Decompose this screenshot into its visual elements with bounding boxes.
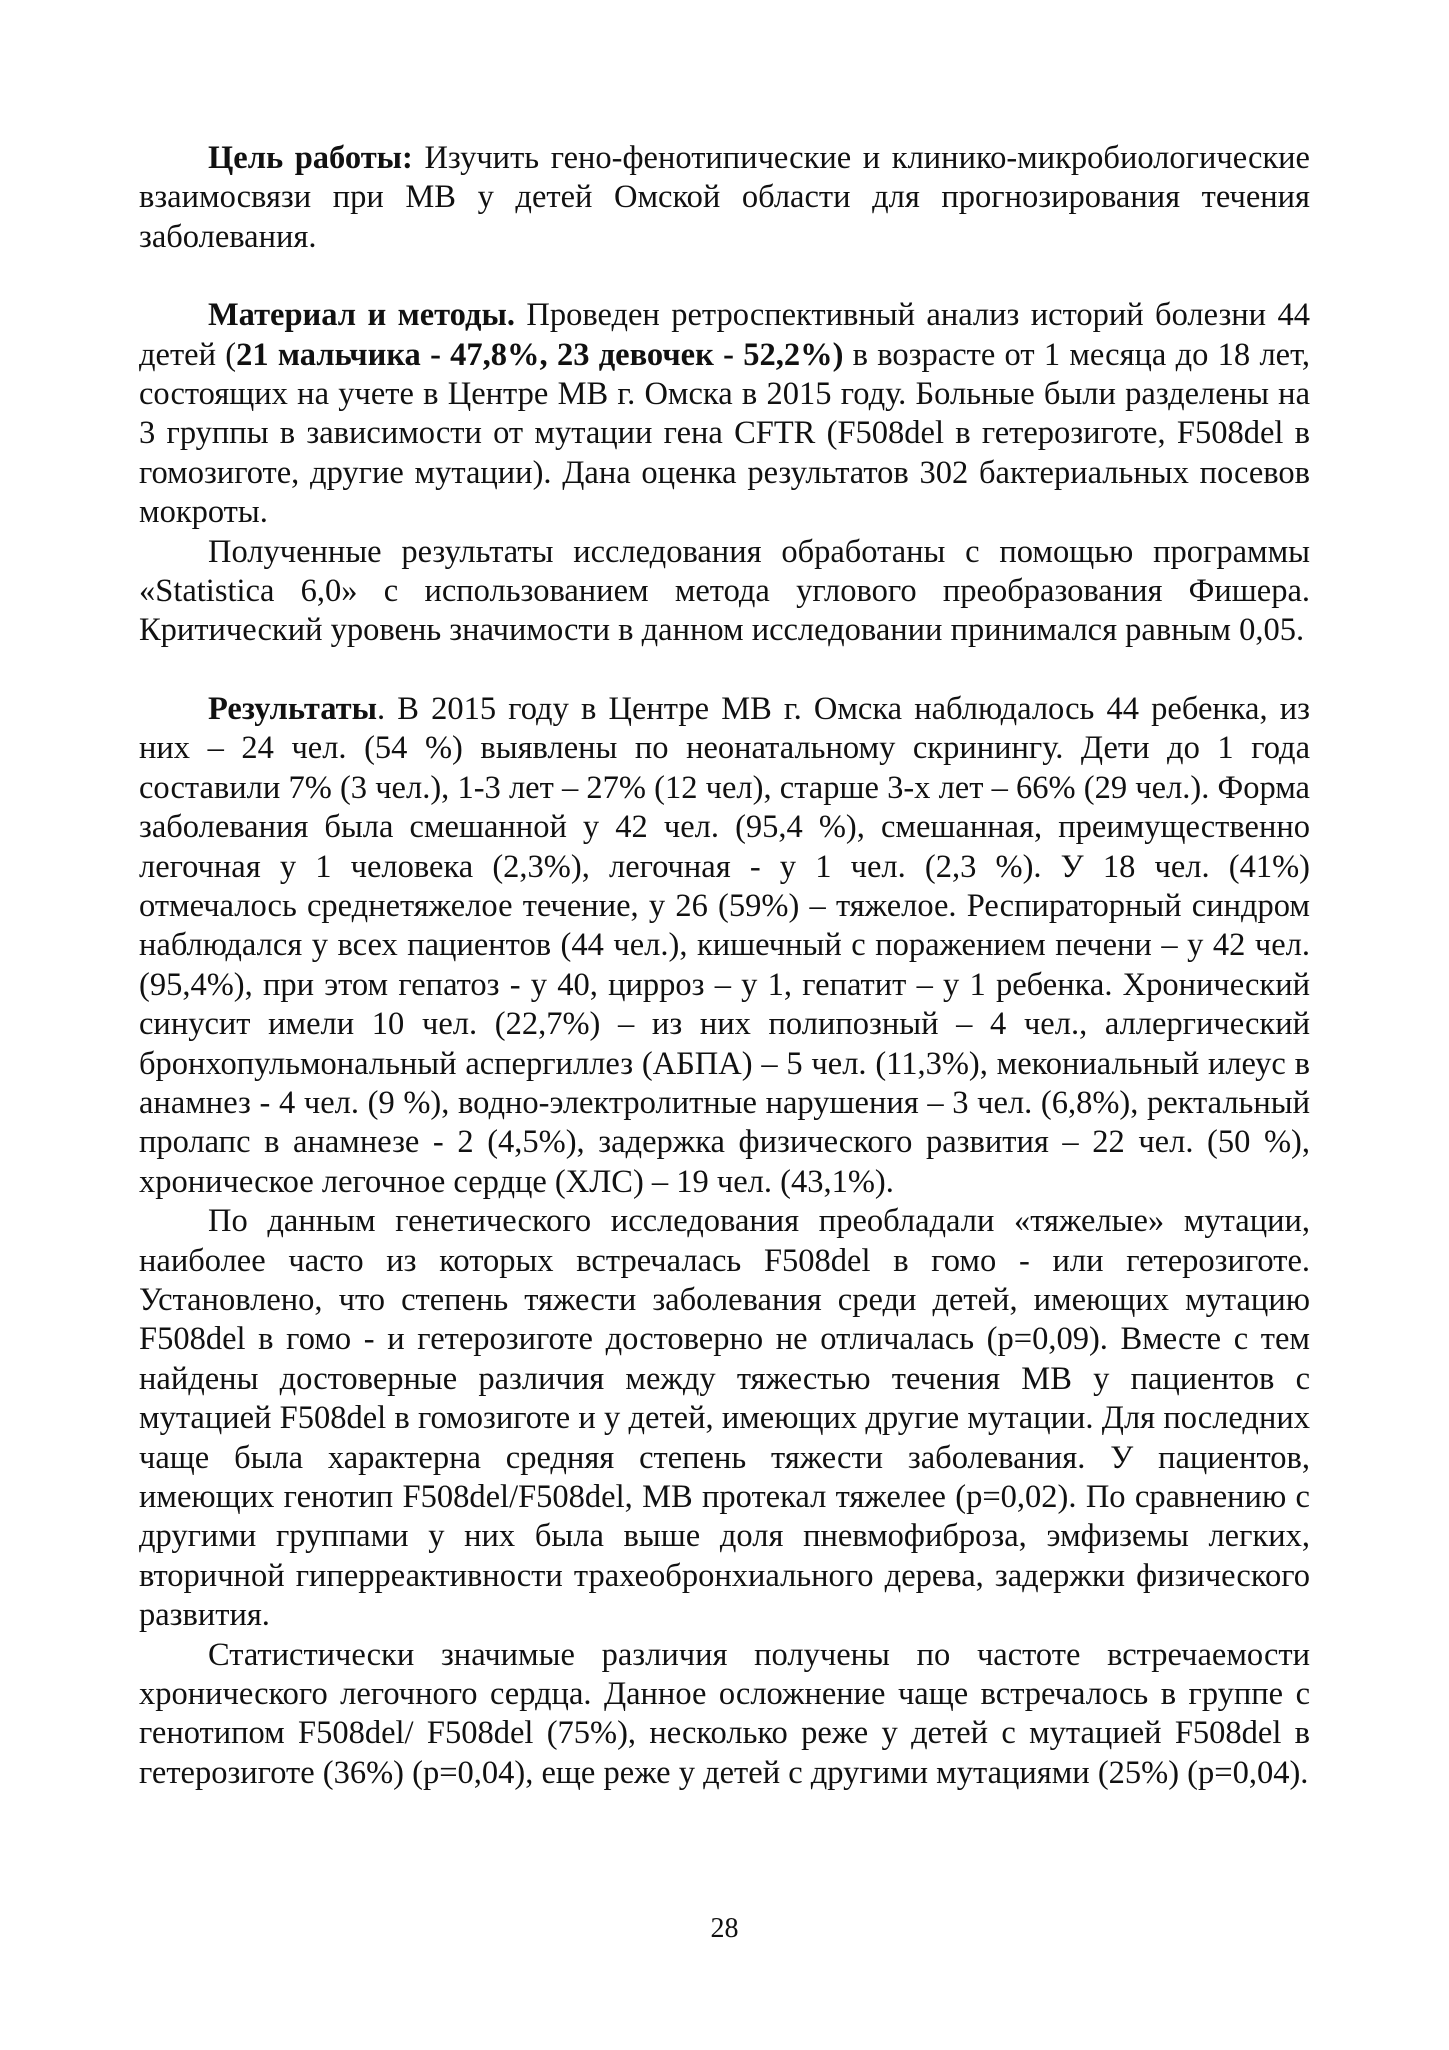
results-text: . В 2015 году в Центре МВ г. Омска наблюдалось 44 ребенка, из них – 24 чел. (54 %) выявлены по неонатальному скринингу. Дети до 1 года составили 7% (3 чел.), 1-3 лет – 27% (12 чел), старше 3-х лет – 66% (29 чел.). Форма заболевания была смешанной у 42 чел. (95,4 %), смешанная, преимущественно легочная у 1 человека (2,3%), легочная - у 1 чел. (2,3 %). У 18 чел. (41%) отмечалось среднетяжелое течение, у 26 (59%) – тяжелое. Респираторный синдром наблюдался у всех пациентов (44 чел.), кишечный с поражением печени – у 42 чел. (95,4%), при этом гепатоз - у 40, цирроз – у 1, гепатит – у 1 ребенка. Хронический синусит имели 10 чел. (22,7%) – из них полипозный – 4 чел., аллергический бронхопульмональный аспергиллез (АБПА) – 5 чел. (11,3%), мекониальный илеус в анамнез - 4 чел. (9 %), водно-электролитные нарушения – 3 чел. (6,8%), ректальный пролапс в анамнезе - 2 (4,5%), задержка физического развития – 22 чел. (50 %), хроническое легочное сердце (ХЛС) – 19 чел. (43,1%). [139,690,1310,1200]
results-paragraph [139,690,1310,1202]
methods-gender-counts: 21 мальчика - 47,8%, 23 девочек - 52,2%) [236,336,844,373]
goal-heading: Цель работы: [208,140,413,176]
page-content [139,139,1310,1793]
page-number: 28 [710,1913,739,1944]
methods-text-before: Проведен ретроспективный анализ историй болезни 44 детей ( [139,297,1310,373]
methods-paragraph [139,296,1310,532]
statistics-paragraph: Полученные результаты исследования обработаны с помощью программы «Statistica 6,0» с использованием метода углового преобразования Фишера. Критический уровень значимости в данном исследовании принимался равным 0,05. [139,533,1310,649]
cor-pulmonale-paragraph: Статистически значимые различия получены по частоте встречаемости хронического легочного сердца. Данное осложнение чаще встречалось в группе с генотипом F508del/ F508del (75%), несколько реже у детей с мутацией F508del в гетерозиготе (36%) (р=0,04), еще реже у детей с другими мутациями (25%) (р=0,04). [139,1636,1310,1791]
goal-paragraph [139,139,1310,257]
goal-text: Изучить гено-фенотипические и клинико-микробиологические взаимосвязи при МВ у детей Омской области для прогнозирования течения заболевания. [139,140,1310,255]
methods-text-after: в возрасте от 1 месяца до 18 лет, состоящих на учете в Центре МВ г. Омска в 2015 году. Больные были разделены на 3 группы в зависимости от мутации гена CFTR (F508del в гетерозиготе, F508del в гомозиготе, другие мутации). Дана оценка результатов 302 бактериальных посевов мокроты. [139,336,1310,531]
methods-heading: Материал и методы. [208,297,515,334]
genetics-paragraph: По данным генетического исследования преобладали «тяжелые» мутации, наиболее часто из которых встречалась F508del в гомо - или гетерозиготе. Установлено, что степень тяжести заболевания среди детей, имеющих мутацию F508del в гомо - и гетерозиготе достоверно не отличалась (р=0,09). Вместе с тем найдены достоверные различия между тяжестью течения МВ у пациентов с мутацией F508del в гомозиготе и у детей, имеющих другие мутации. Для последних чаще была характерна средняя степень тяжести заболевания. У пациентов, имеющих генотип F508del/F508del, МВ протекал тяжелее (р=0,02). По сравнению с другими группами у них была выше доля пневмофиброза, эмфиземы легких, вторичной гиперреактивности трахеобронхиального дерева, задержки физического развития. [139,1203,1310,1634]
results-heading: Результаты [208,690,377,727]
